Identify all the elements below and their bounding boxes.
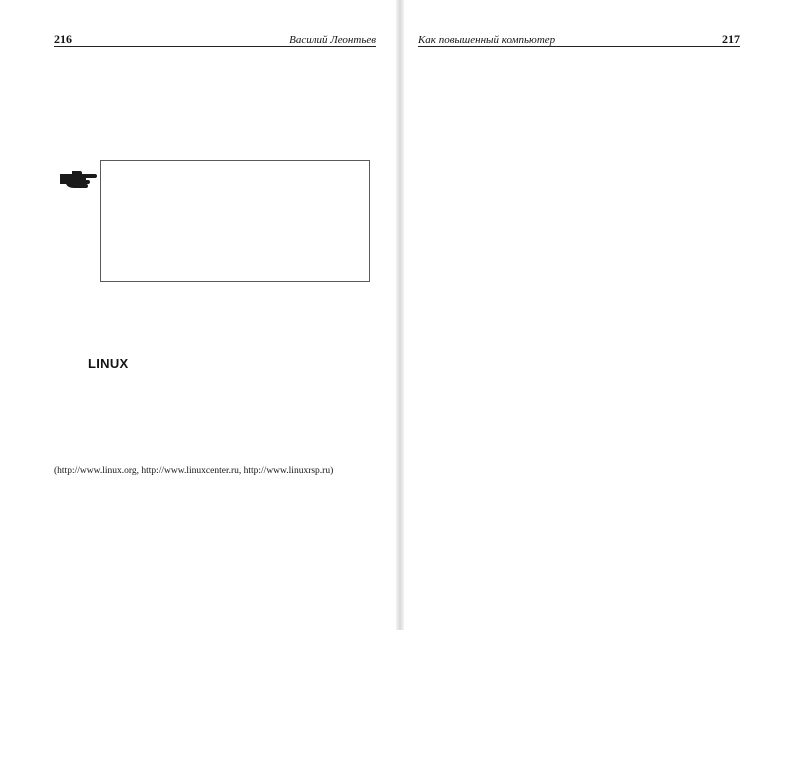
section-title: LINUX: [88, 356, 129, 371]
right-body-text: [418, 62, 740, 622]
right-page-number: 217: [722, 32, 740, 46]
right-running-head: [418, 32, 740, 47]
left-page-number: 216: [54, 32, 72, 46]
right-running-title: Как повышенный компьютер: [418, 34, 556, 46]
left-running-title: Василий Леонтьев: [289, 34, 376, 46]
left-body-text: [54, 480, 376, 620]
left-intro-paragraph: [54, 62, 376, 107]
note-text: [112, 169, 358, 273]
right-header-rule: [418, 46, 740, 47]
left-header-rule: [54, 46, 376, 47]
left-running-head: [54, 32, 376, 47]
links-line: (http://www.linux.org, http://www.linuxcenter.ru, http://www.linuxrsp.ru): [54, 466, 334, 476]
left-page: [0, 0, 400, 630]
right-page: [400, 0, 800, 630]
pointing-hand-icon: [58, 168, 98, 192]
